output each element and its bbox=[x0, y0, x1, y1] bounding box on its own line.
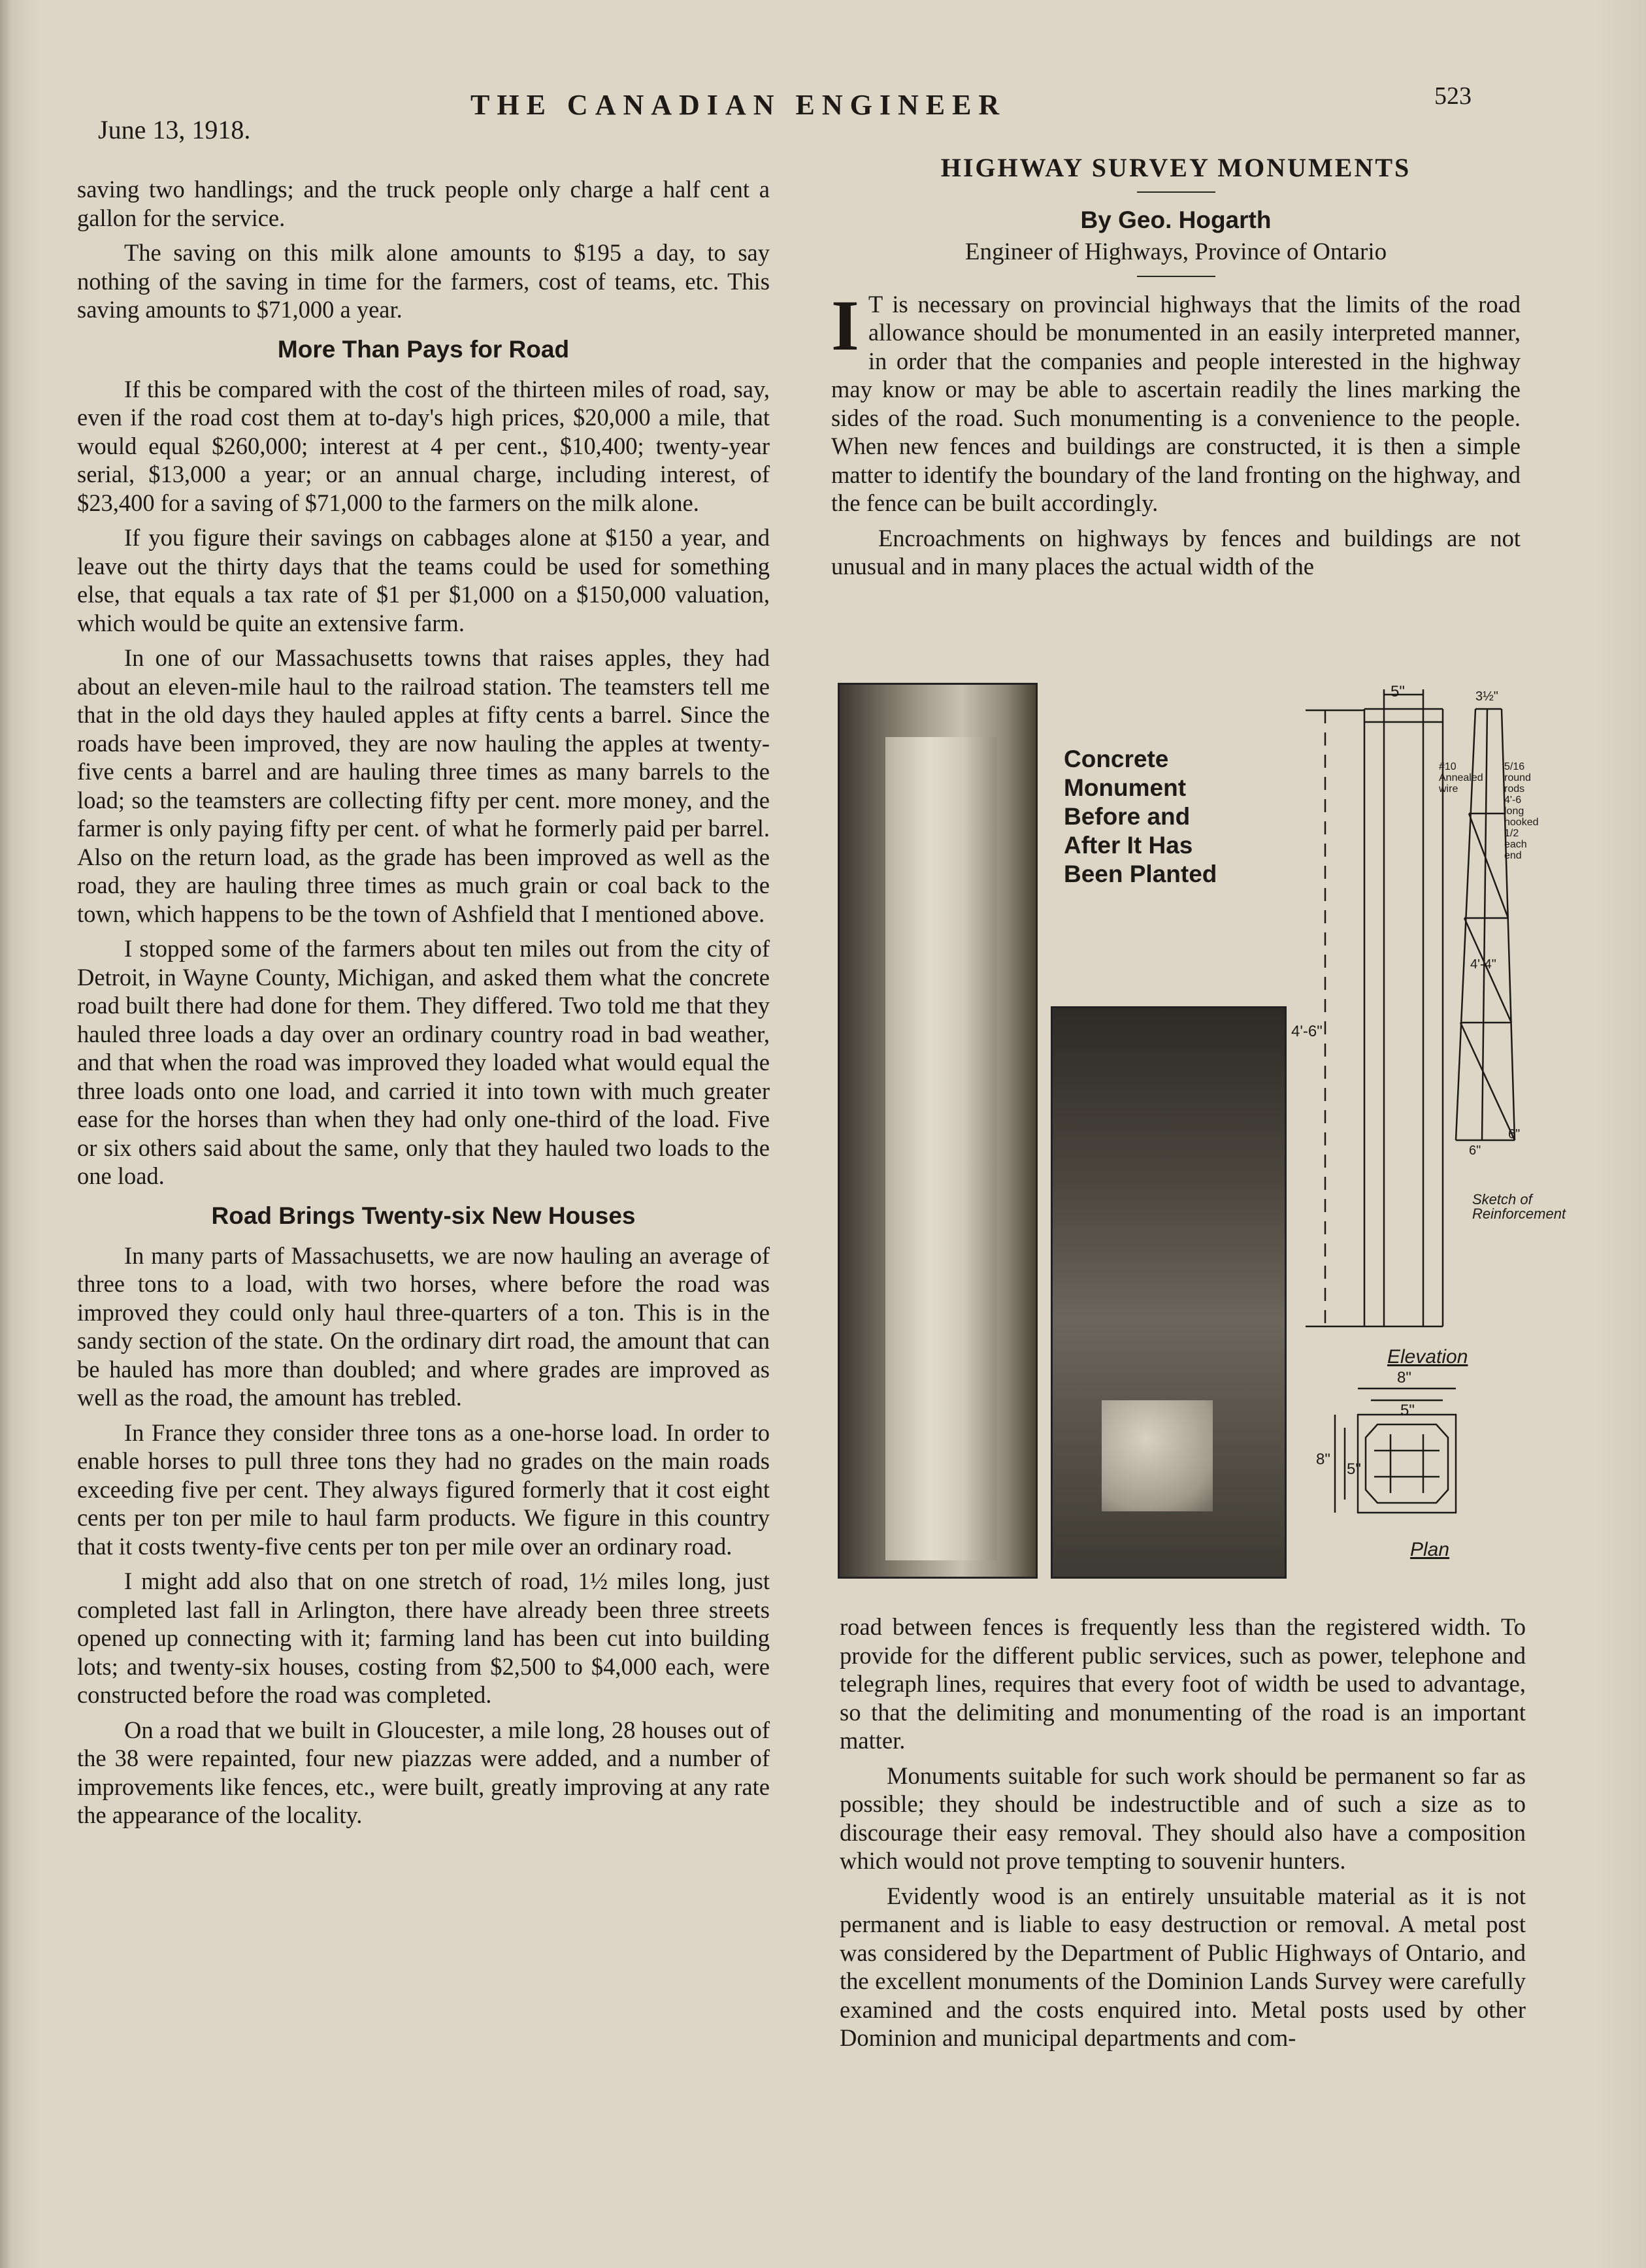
paragraph: I stopped some of the farmers about ten miles out from the city of Detroit, in Wayne County, Michigan, and asked them what the concrete road built there had done for them. They differed. Two told me that they hauled three loads a day over an ordinary country road in bad weather, and that when the road was improved they loaded what would equal the three loads onto one load, and carried it into town with much greater ease for the horses than when they had only one-third of the load. Five or six others said about the same, only that they hauled two loads to the one load. bbox=[77, 935, 770, 1189]
dim-reinforcement-height: 4'-4" bbox=[1470, 957, 1496, 972]
drop-cap: I bbox=[831, 285, 859, 365]
paragraph: In France they consider three tons as a one-horse load. In order to enable horses to pull three tons they had no grades on the main roads exceeding five per cent. They always figured formerly that it cost eight cents per ton per mile to haul farm products. We figure in this country that it costs twenty-five cents per ton per mile over an ordinary road. bbox=[77, 1419, 770, 1560]
dim-plan-inner: 5" bbox=[1400, 1402, 1415, 1419]
divider bbox=[1137, 276, 1215, 277]
concrete-post bbox=[885, 737, 996, 1560]
section-heading: More Than Pays for Road bbox=[277, 335, 570, 363]
sketch-label-line-2: Reinforcement bbox=[1472, 1206, 1566, 1222]
left-column bbox=[77, 175, 770, 1836]
dim-reinforcement-side: 6" bbox=[1508, 1127, 1521, 1142]
dim-top-width: 5" bbox=[1391, 683, 1405, 700]
monument-figure bbox=[835, 683, 1566, 1581]
note-rods: 5/16 round rods 4'-6 long hooked 1/2 each end bbox=[1504, 761, 1539, 861]
monument-drawing bbox=[1279, 683, 1566, 1581]
paragraph: In one of our Massachusetts towns that raises apples, they had about an eleven-mile haul to the railroad station. The teamsters tell me that in the old days they hauled apples at fifty cents a barrel. Since the roads have been improved, they are now hauling the apples at twenty-five cents a barrel and are hauling three times as many barrels to the load; so the teamsters are collecting fifty per cent. more money, and the farmer is only paying fifty per cent. of what he formerly paid per barrel. Also on the return load, as the grade has been improved as well as the road, they are hauling three times as much grain or coal back to the town, which happens to be the town of Ashfield that I mentioned above. bbox=[77, 644, 770, 927]
divider bbox=[1137, 191, 1215, 193]
article-continued bbox=[840, 1613, 1526, 2059]
dim-reinforcement-bottom: 6" bbox=[1469, 1143, 1481, 1158]
dim-reinforcement-top: 3½" bbox=[1475, 689, 1498, 704]
dim-plan-side-outer: 8" bbox=[1316, 1451, 1330, 1468]
photo-monument-planted bbox=[1051, 1006, 1287, 1579]
section-heading: Road Brings Twenty-six New Houses bbox=[211, 1202, 636, 1229]
photo-monument-before bbox=[838, 683, 1038, 1579]
paragraph: In many parts of Massachusetts, we are now hauling an average of three tons to a load, with two horses, where before the road was improved they could only haul three-quarters of a ton. This is in the sandy section of the state. On the ordinary dirt road, the amount that can be hauled has more than doubled; and where grades are improved as well as the road, the amount has trebled. bbox=[77, 1241, 770, 1411]
journal-title: THE CANADIAN ENGINEER bbox=[470, 89, 1007, 121]
sketch-label-line-1: Sketch of bbox=[1472, 1191, 1532, 1208]
lead-paragraph bbox=[831, 285, 1521, 518]
paragraph: Evidently wood is an entirely unsuitable material as it is not permanent and is liable to easy destruction or removal. A metal post was considered by the Department of Public Highways of Ontario, and the excellent monuments of the Dominion Lands Survey were carefully examined and the costs enquired into. Metal posts used by other Dominion and municipal departments and com- bbox=[840, 1882, 1526, 2051]
issue-date: June 13, 1918. bbox=[98, 115, 251, 144]
dim-plan-side-inner: 5" bbox=[1347, 1460, 1361, 1478]
paragraph: I might add also that on one stretch of road, 1½ miles long, just completed last fall in Arlington, there have already been three streets opened up connecting with it; farming land has been cut into building lots; and twenty-six houses, costing from $2,500 to $4,000 each, were constructed before the road was completed. bbox=[77, 1568, 770, 1708]
paragraph: Monuments suitable for such work should be permanent so far as possible; they should be indestructible and of such a size as to discourage their easy removal. They should also have a composition which would not prove tempting to souvenir hunters. bbox=[840, 1762, 1526, 1874]
note-wire: #10 Annealed wire bbox=[1439, 761, 1483, 795]
paragraph: If you figure their savings on cabbages alone at $150 a year, and leave out the thirty days that the teams could be used for something else, that equals a tax rate of $1 per $1,000 on a $150,000 valuation, which would be quite an extensive farm. bbox=[77, 524, 770, 636]
author-affiliation: Engineer of Highways, Province of Ontario bbox=[964, 238, 1387, 265]
dim-plan-outer: 8" bbox=[1397, 1369, 1411, 1387]
planted-monument bbox=[1102, 1400, 1213, 1511]
sketch-label bbox=[1472, 1192, 1566, 1221]
article-top bbox=[831, 154, 1521, 587]
page-number: 523 bbox=[1434, 82, 1472, 110]
lead-text: T is necessary on provincial highways that the limits of the road allowance should be monumented in an easily interpreted manner, in order that the companies and people interested in the highway may know or may be able to ascertain readily the lines marking the sides of the road. Such monumenting is a convenience to the people. When new fences and buildings are constructed, it is then a simple matter to identify the boundary of the land fronting on the highway, and the fence can be built accordingly. bbox=[831, 290, 1521, 516]
paragraph: On a road that we built in Gloucester, a mile long, 28 houses out of the 38 were repainted, four new piazzas were added, and a number of improvements like fences, etc., were built, greatly improving at any rate the appearance of the locality. bbox=[77, 1716, 770, 1828]
paragraph: saving two handlings; and the truck people only charge a half cent a gallon for the service. bbox=[77, 176, 770, 231]
plan-label: Plan bbox=[1410, 1539, 1450, 1560]
paragraph: If this be compared with the cost of the thirteen miles of road, say, even if the road cost them at to-day's high prices, $20,000 a mile, that would equal $260,000; interest at 4 per cent., $10,400; twenty-year serial, $13,000 a year; or an annual charge, including interest, of $23,400 for a saving of $71,000 to the farmers on the milk alone. bbox=[77, 375, 770, 516]
article-title: HIGHWAY SURVEY MONUMENTS bbox=[940, 153, 1411, 182]
elevation-plan-drawing bbox=[1279, 683, 1539, 1581]
byline: By Geo. Hogarth bbox=[1080, 206, 1272, 233]
dim-height: 4'-6" bbox=[1291, 1023, 1323, 1040]
figure-caption: Concrete Monument Before and After It Has Been Planted bbox=[1064, 746, 1217, 887]
paragraph: Encroachments on highways by fences and buildings are not unusual and in many places the actual width of the bbox=[831, 524, 1521, 580]
paragraph: road between fences is frequently less than the registered width. To provide for the different public services, such as power, telephone and telegraph lines, requires that every foot of width be used to advantage, so that the delimiting and monumenting of the road is an important matter. bbox=[840, 1613, 1526, 1754]
paragraph: The saving on this milk alone amounts to $195 a day, to say nothing of the saving in time for the farmers, cost of teams, etc. This saving amounts to $71,000 a year. bbox=[77, 239, 770, 323]
elevation-label: Elevation bbox=[1387, 1346, 1468, 1368]
